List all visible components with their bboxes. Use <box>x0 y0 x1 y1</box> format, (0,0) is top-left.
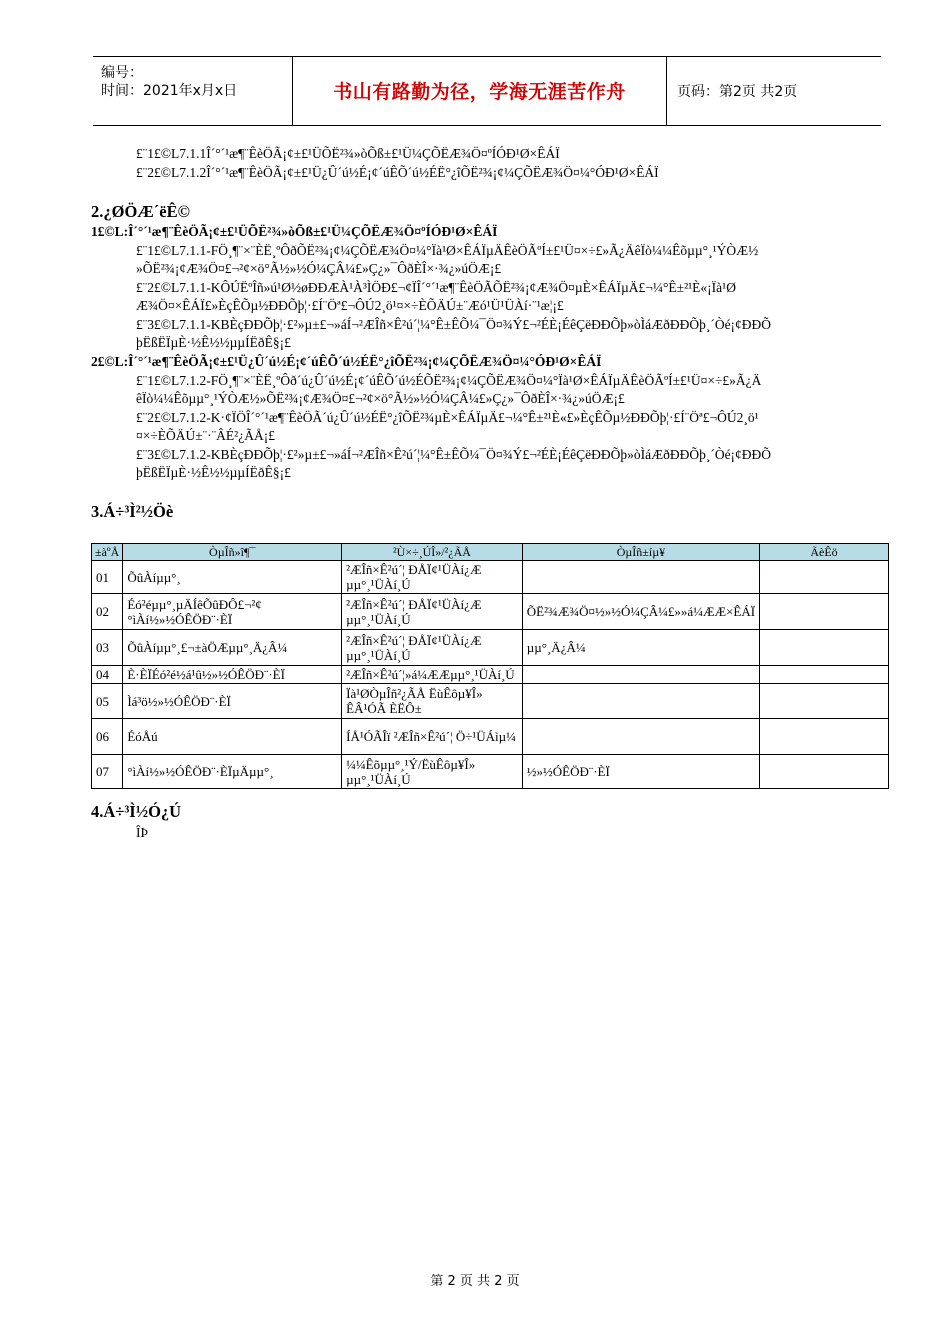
page-label: 页码：第2页 共2页 <box>677 84 798 100</box>
table-cell: ÕË²¾Æ¾Ö¤½»½Ó¼ÇÂ¼£»»á¼ÆÆ×ÊÁÏ <box>522 594 759 630</box>
table-header-cell: ±àºÅ <box>92 544 123 561</box>
risk-2-line: êÏò¼¼Êõµµ°¸¹ÝÒÆ½»ÕË²¾¡¢Æ¾Ö¤£¬²¢×ö°Ã½»½Ó¼ÇÂ¼£»Ç¿»¯ÔðÈÎ×·¾¿»úÖÆ¡£ <box>136 391 625 406</box>
table-cell: ²ÆÎñ×Ê²ú´¦ ÐÅÏ¢¹ÜÀí¿Æ µµ°¸¹ÜÀí¸Ú <box>342 630 523 666</box>
table-cell: ¼¼Êõµµ°¸¹Ý/ËùÊôµ¥Î» µµ°¸¹ÜÀí¸Ú <box>342 755 523 789</box>
table-cell: Éó²éµµ°¸µÄÍêÕûÐÔ£¬²¢°ìÀí½»½ÓÊÖÐ¨·ÈÏ <box>123 594 342 630</box>
risk-2-line: ¤×÷ÈÕÄÚ±¨·¨ÂÉ²¿ÃÅ¡£ <box>136 428 275 443</box>
risk-2-heading: 2£©L:Î´°´¹æ¶¨ÊèÖÃ¡¢±£¹Ü¿Û´ú½É¡¢´úÊÕ´ú½ÉË°¿îÕË²¾¡¢¼ÇÕËÆ¾Ö¤¼°ÓÐ¹Ø×ÊÁÏ <box>91 354 602 369</box>
table-cell <box>522 561 759 594</box>
table-row <box>92 719 889 755</box>
table-cell: 03 <box>92 630 123 666</box>
table-row <box>92 594 889 630</box>
table-row <box>92 684 889 719</box>
table-cell <box>760 594 889 630</box>
intro-line: £¨1£©L7.1.1Î´°´¹æ¶¨ÊèÖÃ¡¢±£¹ÜÕË²¾»òÕß±£¹Ü¼ÇÕËÆ¾Ö¤ºÍÓÐ¹Ø×ÊÁÏ <box>136 146 560 161</box>
risk-1-heading: 1£©L:Î´°´¹æ¶¨ÊèÖÃ¡¢±£¹ÜÕË²¾»òÕß±£¹Ü¼ÇÕËÆ¾Ö¤ºÍÓÐ¹Ø×ÊÁÏ <box>91 224 498 239</box>
page-header <box>93 56 881 126</box>
risk-1-line: Æ¾Ö¤×ÊÁÏ£»ÈçÊÕµ½ÐÐÕþ¦·£Í¨Öª£¬ÔÚ2¸ö¹¤×÷ÈÕÄÚ±¨Æó¹Ü¹ÜÀí·¨¹æ¦¡£ <box>136 298 564 313</box>
risk-2-line: þËßËÏµÈ·½Ê½½µµÍËðÊ§¡£ <box>136 465 291 480</box>
table-cell: ²ÆÎñ×Ê²ú´¦»á¼ÆÆµµ°¸¹ÜÀí¸Ú <box>342 666 523 684</box>
header-page-cell <box>667 57 881 125</box>
risk-2-line: £¨1£©L7.1.2-FÖ¸¶¨×¨ÈË¸ºÔð´ú¿Û´ú½É¡¢´úÊÕ´ú½ÉÕË²¾¡¢¼ÇÕËÆ¾Ö¤¼°Ïà¹Ø×ÊÁÏµÄÊèÖÃºÍ±£¹Ü¤×÷£»Ã¿Ä <box>136 373 762 388</box>
motto: 书山有路勤为径，学海无涯苦作舟 <box>333 81 626 103</box>
code-label: 编号： <box>101 65 143 81</box>
risk-1-line: þËßËÏµÈ·½Ê½½µµÍËðÊ§¡£ <box>136 335 291 350</box>
table-cell: Ïà¹ØÒµÎñ²¿ÃÅ ËùÊôµ¥Î» ÊÂ¹ÓÃ ÈËÔ± <box>342 684 523 719</box>
table-cell: ²ÆÎñ×Ê²ú´¦ ÐÅÏ¢¹ÜÀí¿Æ µµ°¸¹ÜÀí¸Ú <box>342 561 523 594</box>
table-cell: ½»½ÓÊÖÐ¨·ÈÏ <box>522 755 759 789</box>
table-header-cell: ²Ù×÷¸ÚÎ»/²¿ÃÅ <box>342 544 523 561</box>
table-cell: 01 <box>92 561 123 594</box>
table-cell: ÕûÀíµµ°¸£¬±àÖÆµµ°¸Ä¿Â¼ <box>123 630 342 666</box>
table-cell: ²ÆÎñ×Ê²ú´¦ ÐÅÏ¢¹ÜÀí¿Æ µµ°¸¹ÜÀí¸Ú <box>342 594 523 630</box>
risk-1-line: »ÕË²¾¡¢Æ¾Ö¤£¬²¢×ö°Ã½»½Ó¼ÇÂ¼£»Ç¿»¯ÔðÈÎ×·¾¿»úÖÆ¡£ <box>136 261 502 276</box>
risk-1-line: £¨3£©L7.1.1-KBÈçÐÐÕþ¦·£²»µ±£¬»áÍ¬²ÆÎñ×Ê²ú´¦¼°Ê±ÊÕ¼¯Ö¤¾Ý£¬²ÉÈ¡ÉêÇëÐÐÕþ»òÌáÆðÐÐÕþ¸´Òé¡¢ÐÐÕ <box>136 317 772 332</box>
process-steps-table <box>91 543 889 789</box>
table-cell: 06 <box>92 719 123 755</box>
table-cell: ÉóÅú <box>123 719 342 755</box>
intro-line: £¨2£©L7.1.2Î´°´¹æ¶¨ÊèÖÃ¡¢±£¹Ü¿Û´ú½É¡¢´úÊÕ´ú½ÉË°¿îÕË²¾¡¢¼ÇÕËÆ¾Ö¤¼°ÓÐ¹Ø×ÊÁÏ <box>136 165 659 180</box>
table-row <box>92 630 889 666</box>
table-cell: 05 <box>92 684 123 719</box>
risk-2-line: £¨2£©L7.1.2-K·¢ÏÖÎ´°´¹æ¶¨ÊèÖÃ´ú¿Û´ú½ÉË°¿îÕË²¾µÈ×ÊÁÏµÄ£¬¼°Ê±²¹È«£»ÈçÊÕµ½ÐÐÕþ¦·£Í¨Öª£¬ÔÚ2¸ö¹ <box>136 410 759 425</box>
table-row <box>92 561 889 594</box>
page-footer: 第 2 页 共 2 页 <box>430 1274 520 1289</box>
table-cell: ÍÅ¹ÓÃÎï ²ÆÎñ×Ê²ú´¦ Ö÷¹ÜÁìµ¼ <box>342 719 523 755</box>
table-cell <box>522 719 759 755</box>
risk-1-line: £¨2£©L7.1.1-KÔÚËºÎñ»ú¹Ø½øÐÐÆÀ¹À³ÌÖÐ£¬¢ÏÎ´°´¹æ¶¨ÊèÖÃÕË²¾¡¢Æ¾Ö¤µÈ×ÊÁÏµÄ£¬¼°Ê±²¹È«¡Ïà¹Ø <box>136 280 736 295</box>
section-3-title: 3.Á÷³Ì²½Öè <box>91 502 174 521</box>
table-cell <box>522 666 759 684</box>
table-cell <box>760 719 889 755</box>
table-cell: °ìÀí½»½ÓÊÖÐ¨·ÈÏµÄµµ°¸ <box>123 755 342 789</box>
table-cell <box>760 666 889 684</box>
table-cell: 02 <box>92 594 123 630</box>
header-info-cell <box>93 57 293 125</box>
table-row <box>92 666 889 684</box>
table-cell: 04 <box>92 666 123 684</box>
table-cell <box>760 755 889 789</box>
risk-2-line: £¨3£©L7.1.2-KBÈçÐÐÕþ¦·£²»µ±£¬»áÍ¬²ÆÎñ×Ê²ú´¦¼°Ê±ÊÕ¼¯Ö¤¾Ý£¬²ÉÈ¡ÉêÇëÐÐÕþ»òÌáÆðÐÐÕþ¸´Òé¡¢ÐÐÕ <box>136 447 772 462</box>
table-cell <box>760 561 889 594</box>
table-cell: µµ°¸Ä¿Â¼ <box>522 630 759 666</box>
table-cell: È·ÈÏÉó²é½á¹û½»½ÓÊÖÐ¨·ÈÏ <box>123 666 342 684</box>
table-cell: Ìá³ö½»½ÓÊÖÐ¨·ÈÏ <box>123 684 342 719</box>
table-header-row <box>92 544 889 561</box>
section-4-title: 4.Á÷³Ì½Ó¿Ú <box>91 802 182 821</box>
table-cell <box>522 684 759 719</box>
table-header-cell: ÒµÎñ±íµ¥ <box>522 544 759 561</box>
time-label: 时间：2021年x月x日 <box>101 83 238 99</box>
table-header-cell: ÃèÊö <box>760 544 889 561</box>
table-header-cell: ÒµÎñ»î¶¯ <box>123 544 342 561</box>
table-cell: ÕûÀíµµ°¸ <box>123 561 342 594</box>
section-4-body: ÎÞ <box>136 825 149 840</box>
table-cell: 07 <box>92 755 123 789</box>
table-cell <box>760 684 889 719</box>
section-2-title: 2.¿ØÖÆ´ëÊ© <box>91 202 190 221</box>
risk-1-line: £¨1£©L7.1.1-FÖ¸¶¨×¨ÈË¸ºÔðÕË²¾¡¢¼ÇÕËÆ¾Ö¤¼°Ïà¹Ø×ÊÁÏµÄÊèÖÃºÍ±£¹Ü¤×÷£»Ã¿ÄêÏò¼¼Êõµµ°¸¹ÝÒÆ½ <box>136 243 759 258</box>
table-cell <box>760 630 889 666</box>
table-row <box>92 755 889 789</box>
header-motto-cell <box>293 57 667 125</box>
